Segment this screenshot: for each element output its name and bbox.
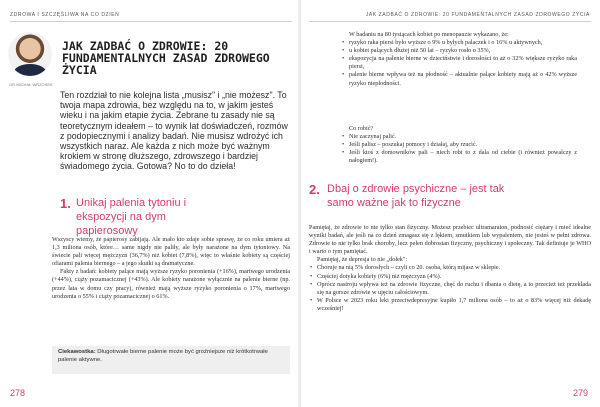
chapter-title: JAK ZADBAĆ O ZDROWIE: 20 FUNDAMENTALNYCH ZASAD ZDROWEGO ŻYCIA — [62, 39, 270, 77]
study-block — [341, 31, 577, 88]
author-caption: DR MICHAŁ WRZOSEK — [9, 82, 53, 87]
section-number-1: 1. — [60, 196, 71, 211]
callout-label: Ciekawostka: — [58, 349, 96, 355]
list-item: • Nie zaczynaj palić. — [341, 133, 577, 141]
depression-list — [309, 264, 591, 313]
author-photo — [8, 32, 52, 76]
section-title-1: Unikaj palenia tytoniu i ekspozycji na dym papierosowy — [76, 197, 187, 237]
list-item: • W Polsce w 2023 roku leki przeciwdepresyjne kupiło 1,7 miliona osób – to aż o 83% więcej niż dekadę wcześniej! — [309, 297, 591, 313]
right-page — [301, 0, 600, 407]
callout-text: Długotrwałe bierne palenie może być groźniejsze niż krótkotrwałe palenie aktywne. — [58, 349, 268, 363]
body-paragraph: Pamiętaj, że zdrowie to nie tylko stan fizyczny. Możesz przebiec ultramaraton, podnosić ciężary i mieć idealne wyniki badań, ale jeśli na co dzień zmagasz się z lękiem, smutkiem lub wypaleniem, nie jesteś w pełni zdrowa. Zdrowie to nie tylko brak choroby, lecz pełen dobrostan fizyczny, psychiczny i społeczny. Tak definiuje je WHO i warto o tym pamiętać. — [309, 224, 591, 256]
trivia-callout — [52, 346, 290, 374]
list-item: • Jeśli palisz – poszukaj pomocy i działaj, aby rzucić. — [341, 141, 577, 149]
chapter-intro: Ten rozdział to nie kolejna lista „musisz" i „nie możesz". To twoja mapa zdrowia, bez względu na to, w jakim jesteś wieku i na jakim etapie życia. Zebrane tu zasady nie są teoretycznym ideałem – to wynik lat doświadczeń, rozmów z podopiecznymi i analizy badań. Nie musisz wdrożyć ich wszystkich naraz. Ale każda z nich może być ważnym krokiem w stronę dłuższego, zdrowszego i bardziej świadomego życia. Gotowa? No to do dzieła! — [60, 90, 288, 172]
page-number-left: 278 — [10, 388, 26, 398]
list-item: • Jeśli ktoś z domowników pali – niech robi to z dala od ciebie (i również powalczy z nałogiem!). — [341, 149, 577, 165]
list-item: • ekspozycja na palenie bierne w dzieciństwie i dorosłości to aż o 32% większe ryzyko raka piersi, — [341, 55, 577, 71]
body-paragraph: Fakty z badań: kobiety palące mają wyższe ryzyko poronienia (+16%), martwego urodzenia (+44%), ciąży pozamacicznej (+43%). Ale kobiety narażone wyłącznie na palenie bierne (np. przez lata w domu czy pracy), również mają wyższe ryzyko poronienia o 17%, martwego urodzenia o 55% i ciąży pozamacicznej o 61%. — [52, 268, 290, 300]
running-head-right: JAK ZADBAĆ O ZDROWIE: 20 FUNDAMENTALNYCH ZASAD ZDROWEGO ŻYCIA — [365, 12, 590, 18]
list-item: • Częściej dotyka kobiety (6%) niż mężczyzn (4%). — [309, 273, 591, 281]
study-intro: W badaniu na 80 tysiącach kobiet po menopauzie wykazano, że: — [349, 31, 509, 38]
list-item: • palenie bierne wpływa też na płodność – aktualnie palące kobiety mają aż o 42% wyższe ryzyko niepłodności. — [341, 71, 577, 87]
page-number-right: 279 — [572, 388, 588, 398]
action-block — [341, 125, 577, 165]
study-list — [341, 39, 577, 88]
header-rule-left — [10, 21, 292, 22]
action-list — [341, 133, 577, 165]
section-2-body — [309, 224, 591, 313]
section-1-body — [52, 236, 290, 301]
list-item: • Choruje na nią 5% dorosłych – czyli co 20. osoba, którą mijasz w sklepie. — [309, 264, 591, 272]
section-title-2: Dbaj o zdrowie psychiczne – jest tak samo ważne jak to fizyczne — [327, 183, 505, 209]
body-paragraph: Wszyscy wiemy, że papierosy zabijają. Ale mało kto zdaje sobie sprawę, że co roku umiera aż 1,3 miliona osób, które… same nigdy nie paliły, ale były narażone na dym tytoniowy. Na świecie pali więcej mężczyzn (36,7%) niż kobiet (7,8%), więc to właśnie kobiety są częściej ofiarami palenia biernego – a jego skutki są dramatyczne. — [52, 236, 290, 268]
body-paragraph: Pamiętaj, że depresja to nie „dołek": — [317, 256, 408, 264]
list-item: • u kobiet palących dłużej niż 50 lat – ryzyko rosło o 35%, — [341, 47, 577, 55]
section-number-2: 2. — [309, 182, 320, 197]
list-item: • Oprócz nastroju wpływa też na zdrowie fizyczne, chęć do ruchu i dbania o dietę, a to przecież też przekłada się na gorsze zdrowie w ujęciu całościowym. — [309, 281, 591, 297]
running-head-left: ZDROWA I SZCZĘŚLIWA NA CO DZIEŃ — [10, 12, 120, 18]
header-rule-right — [309, 21, 591, 22]
action-question: Co robić? — [349, 125, 374, 132]
left-page — [0, 0, 299, 407]
list-item: • ryzyko raka piersi było wyższe o 9% u byłych palaczek i o 16% u aktywnych, — [341, 39, 577, 47]
